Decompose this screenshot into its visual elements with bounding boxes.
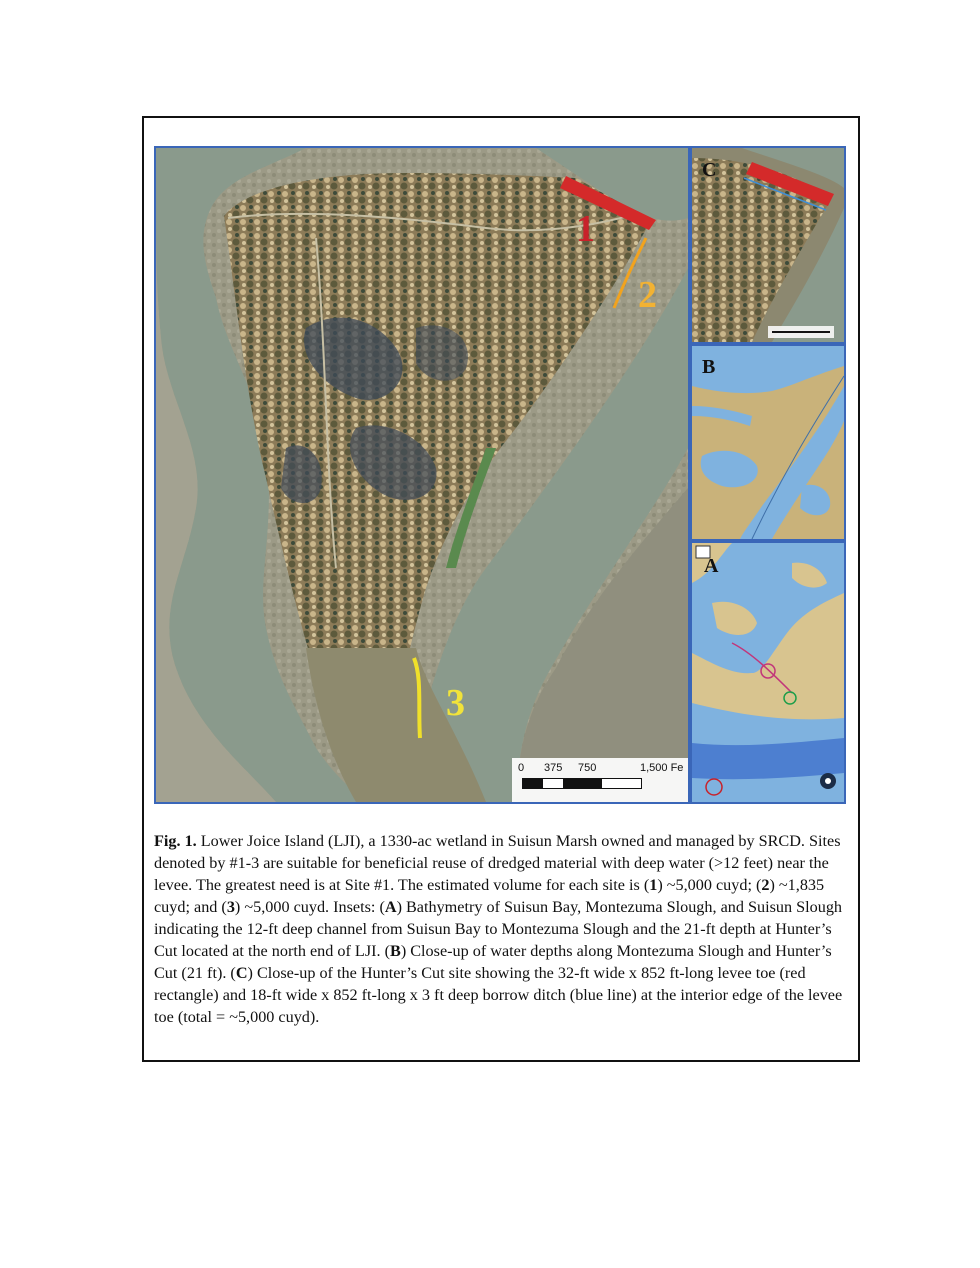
caption-text-segment: ) Bathymetry of Suisun Bay, Montezuma Slough, and Suisun Slough indicating the 12-ft deep channel from Suisun Bay to Montezuma Slough and the 21-ft depth at Hunter’s Cut located at the north end of LJI. ( [154, 898, 843, 960]
caption-bold-segment: B [390, 942, 401, 960]
caption-text-segment: Lower Joice Island (LJI), a 1330-ac wetland in Suisun Marsh owned and managed by SRCD. Sites denoted by #1-3 are suitable for beneficial reuse of dredged material with deep water (>12 feet) near the levee. The greatest need is at Site #1. The estimated volume for each site is ( [154, 832, 841, 894]
figure-caption [154, 830, 848, 1028]
scale-tick: 1,500 Fe [640, 762, 684, 774]
caption-bold-segment: 2 [761, 876, 770, 894]
site-1-label: 1 [576, 208, 595, 250]
caption-text-segment: ) Close-up of water depths along Montezuma Slough and Hunter’s Cut (21 ft). ( [154, 942, 832, 982]
caption-text-segment: ) ~1,835 cuyd; and ( [154, 876, 825, 916]
scale-tick: 375 [544, 762, 563, 774]
caption-label: Fig. 1. [154, 832, 197, 850]
caption-bold-segment: A [384, 898, 397, 916]
main-aerial-map [154, 146, 690, 804]
site-3-label: 3 [446, 682, 465, 724]
caption-bold-segment: 3 [226, 898, 235, 916]
caption-text-segment: ) ~5,000 cuyd; ( [657, 876, 762, 894]
scale-tick: 750 [578, 762, 597, 774]
caption-text-segment: ) Close-up of the Hunter’s Cut site showing the 32-ft wide x 852 ft-long levee toe (red rectangle) and 18-ft wide x 852 ft-long x 3 ft deep borrow ditch (blue line) at the interior edge of the levee toe (total = ~5,000 cuyd). [154, 964, 843, 1026]
inset-a-label: A [704, 555, 719, 577]
site-2-label: 2 [638, 274, 657, 316]
inset-a-map [690, 541, 846, 804]
caption-text-segment: ) ~5,000 cuyd. Insets: ( [234, 898, 385, 916]
inset-b-label: B [702, 356, 716, 378]
caption-bold-segment: C [235, 964, 248, 982]
inset-a-image [692, 543, 844, 802]
caption-body [154, 832, 842, 1026]
scale-bar [512, 758, 688, 802]
inset-c-label: C [702, 159, 717, 181]
aerial-image [156, 148, 688, 802]
scale-bar-graphic [522, 778, 642, 789]
scale-tick: 0 [518, 762, 525, 774]
caption-bold-segment: 1 [649, 876, 658, 894]
